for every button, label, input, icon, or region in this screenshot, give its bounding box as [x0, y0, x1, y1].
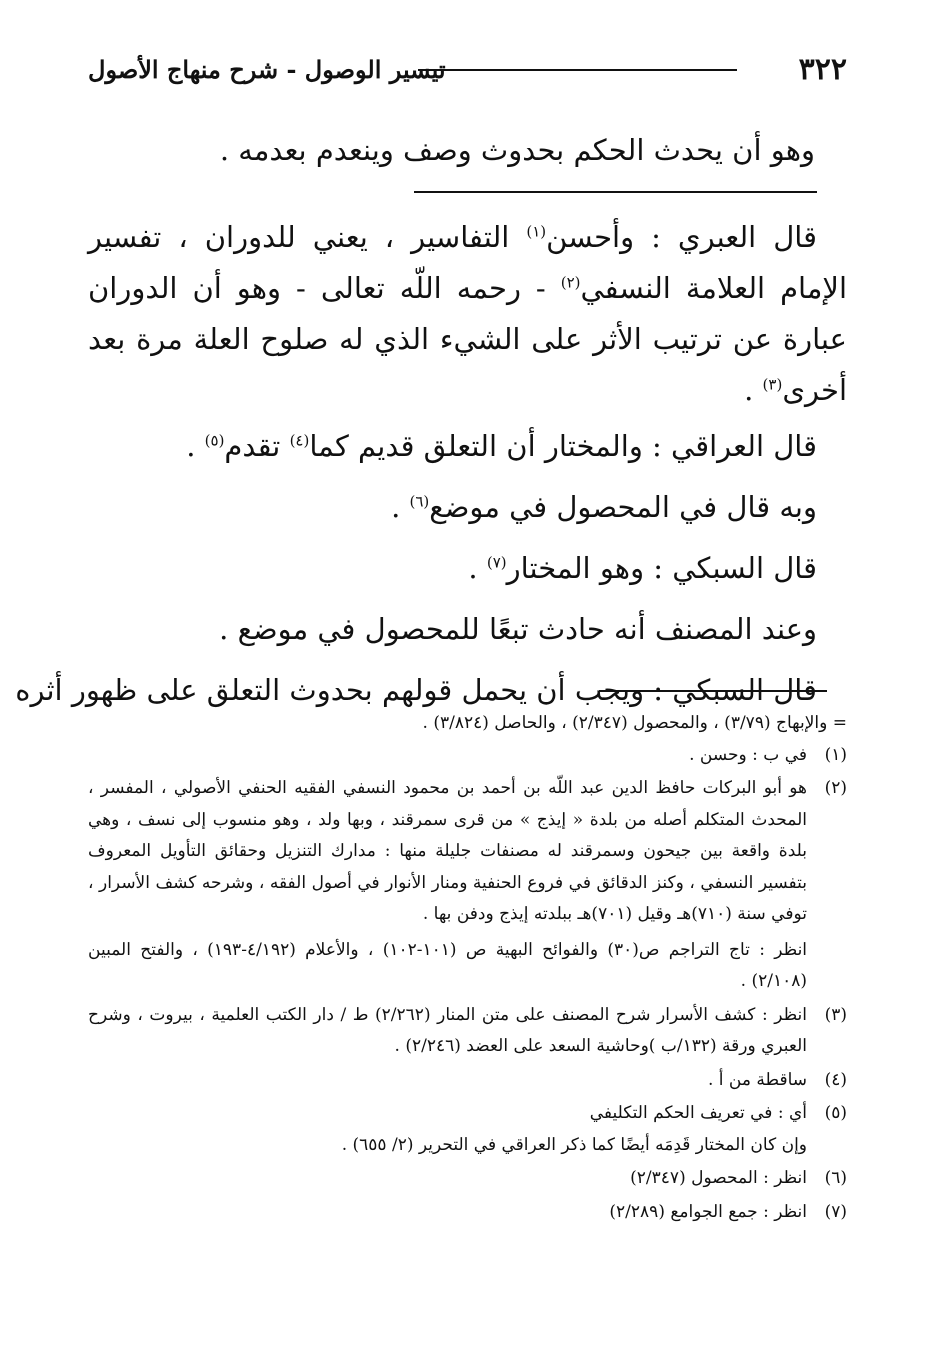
footnote-marker-3[interactable]: (٣) — [762, 375, 783, 394]
text-run: قال العراقي : والمختار أن التعلق قديم كما — [309, 429, 817, 463]
header-rule — [418, 69, 737, 71]
footnote-text-continued: وإن كان المختار قَدِمَه أيضًا كما ذكر العراقي في التحرير (٢/ ٦٥٥) . — [341, 1134, 807, 1155]
text-run: . — [186, 429, 205, 463]
footnote-number: (٢) — [824, 778, 847, 798]
footnote-number: (١) — [824, 744, 847, 765]
footnote-marker-7[interactable]: (٧) — [486, 553, 507, 572]
footnote-text: انظر : المحصول (٢/٣٤٧) — [630, 1168, 807, 1188]
carry-over-rule — [414, 191, 817, 193]
paragraph-musannif: وعند المصنف أنه حادث تبعًا للمحصول في موضع . — [219, 612, 817, 646]
footnotes — [88, 708, 847, 1228]
footnote-number: (٧) — [824, 1201, 847, 1222]
footnote-marker-1[interactable]: (١) — [526, 222, 547, 241]
carry-over-line: وهو أن يحدث الحكم بحدوث وصف وينعدم بعدمه . — [219, 133, 815, 167]
text-run: قال السبكي : وهو المختار — [506, 551, 817, 585]
footnote-continuation: = والإبهاج (٣/٧٩) ، والمحصول (٢/٣٤٧) ، والحاصل (٣/٨٢٤) . — [422, 713, 847, 733]
footnote-text: انظر : جمع الجوامع (٢/٢٨٩) — [609, 1201, 807, 1222]
text-run: التفاسير ، يعني للدوران ، تفسير الإمام العلامة النسفي — [88, 220, 847, 305]
paragraph-mahsul — [88, 477, 847, 538]
paragraph-subki-1 — [88, 538, 847, 599]
footnote-2 — [88, 773, 847, 998]
footnote-text: في ب : وحسن . — [689, 744, 807, 765]
text-run: وبه قال في المحصول في موضع — [429, 490, 817, 524]
running-title: تيسير الوصول - شرح منهاج الأصول — [88, 55, 446, 84]
footnote-5 — [88, 1098, 847, 1161]
footnote-6 — [88, 1163, 847, 1195]
paragraph-subki-2: قال السبكي : ويجب أن يحمل قولهم بحدوث التعلق على ظهور أثره — [15, 673, 817, 707]
footnote-text: انظر : كشف الأسرار شرح المصنف على متن المنار (٢/٢٦٢) ط / دار الكتب العلمية ، بيروت ، وشرح العبري ورقة (١٣٢/ب )وحاشية السعد على العضد (٢/٢٤٦) . — [88, 1004, 807, 1056]
paragraph-iraqi — [88, 416, 847, 477]
footnote-number: (٦) — [824, 1168, 847, 1188]
footnote-text: أي : في تعريف الحكم التكليفي — [589, 1103, 807, 1123]
footnote-7 — [88, 1197, 847, 1229]
footnote-number: (٥) — [824, 1103, 847, 1123]
footnote-separator — [599, 690, 827, 692]
footnote-3 — [88, 1000, 847, 1063]
text-run: قال العبري : وأحسن — [546, 220, 817, 254]
text-run: تقدم — [224, 429, 290, 463]
paragraph-abri — [88, 212, 847, 416]
main-text — [15, 212, 847, 721]
text-run: . — [391, 490, 410, 524]
footnote-references: انظر : تاج التراجم ص(٣٠) والفوائح البهية ص (١٠١-١٠٢) ، والأعلام (٤/١٩٢-١٩٣) ، والفتح المبين (٢/١٠٨) . — [88, 939, 808, 991]
footnote-1 — [88, 740, 847, 772]
footnote-text: هو أبو البركات حافظ الدين عبد اللّه بن أحمد بن محمود النسفي الفقيه الحنفي الأصولي ، المفسر ، المحدث المتكلم أصله من بلدة « إيذج » من قرى سمرقند ، وبها ولد ، وهو منسوب إلى نسف ، وهي بلدة واقعة بين جيحون وسمرقند له مصنفات جليلة منها : مدارك التنزيل وحقائق التأويل المعروف بتفسير النسفي ، وكنز الدقائق في فروع الحنفية ومنار الأنوار في أصول الفقه ، وشرحه كشف الأسرار ، توفي سنة (٧١٠)هـ وقيل (٧٠١)هـ ببلدته إيذج ودفن بها . — [88, 778, 807, 924]
footnote-number: (٣) — [824, 1004, 847, 1025]
page-header — [88, 52, 847, 92]
text-run: - رحمه اللّه تعالى - وهو أن الدوران عبارة عن ترتيب الأثر على الشيء الذي له صلوح العلة مرة بعد أخرى — [88, 271, 847, 407]
footnote-marker-5[interactable]: (٥) — [204, 431, 225, 450]
page-number: ٣٢٢ — [798, 52, 847, 87]
footnote-marker-4[interactable]: (٤) — [289, 431, 310, 450]
text-run: . — [744, 373, 763, 407]
footnote-marker-2[interactable]: (٢) — [560, 273, 581, 292]
footnote-4 — [88, 1065, 847, 1097]
footnote-text: ساقطة من أ . — [708, 1069, 807, 1090]
footnote-number: (٤) — [824, 1069, 847, 1090]
text-run: . — [468, 551, 487, 585]
footnote-marker-6[interactable]: (٦) — [409, 492, 430, 511]
